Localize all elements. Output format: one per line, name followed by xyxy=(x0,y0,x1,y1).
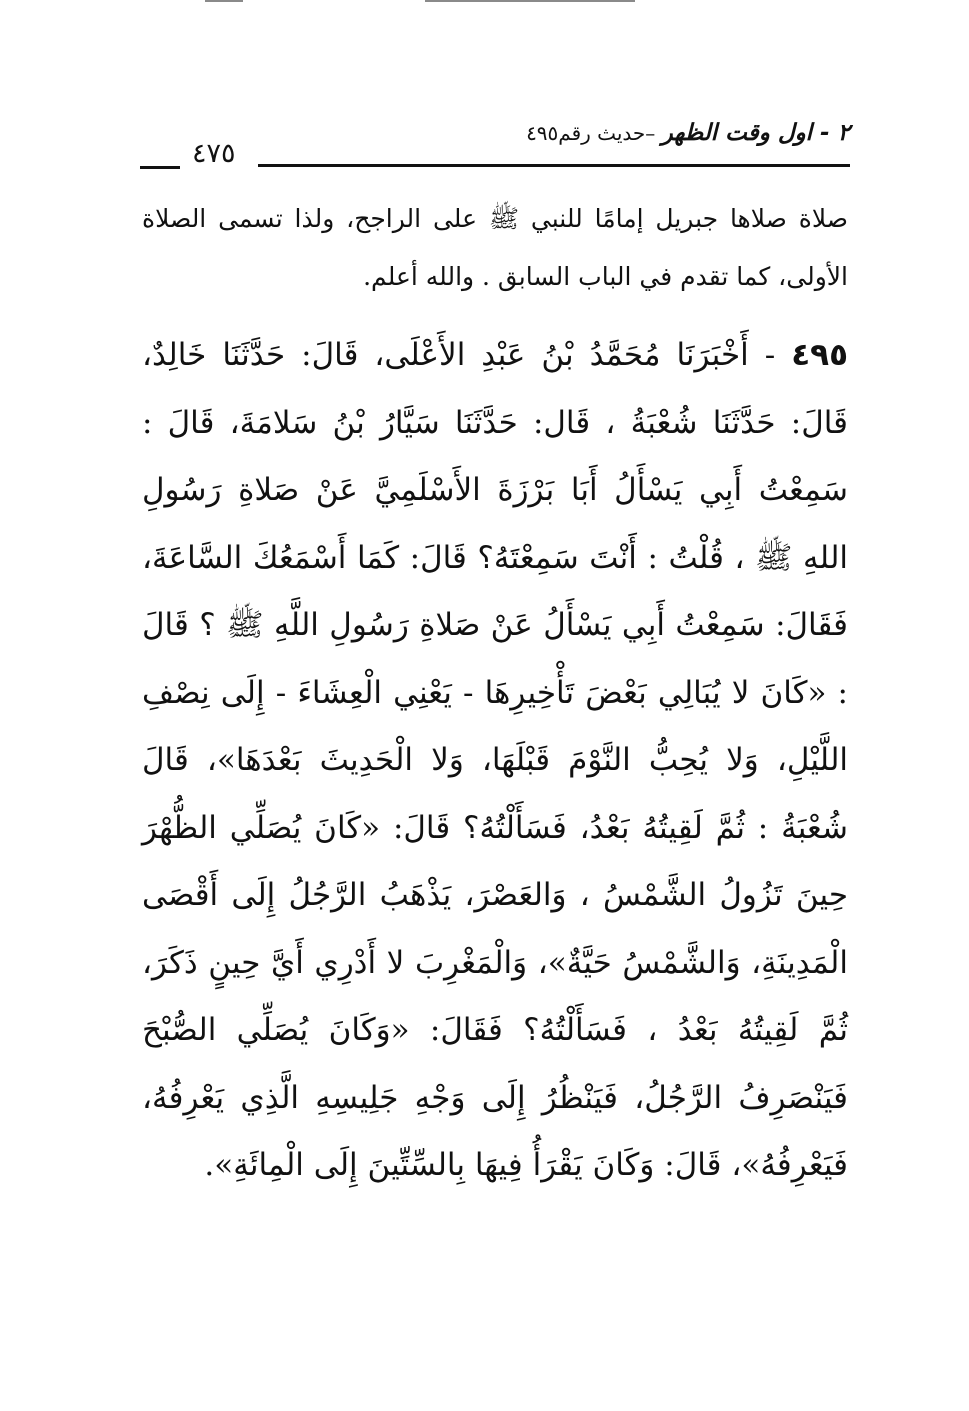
header-rule-long xyxy=(258,164,850,167)
header-title xyxy=(526,118,850,146)
scan-edge-mark xyxy=(205,0,243,2)
chapter-title: ٢ - اول وقت الظهر xyxy=(661,120,850,146)
hadith-paragraph xyxy=(142,322,848,1200)
scan-edge-mark xyxy=(425,0,635,2)
hadith-separator: - xyxy=(748,337,792,373)
hadith-number: ٤٩٥ xyxy=(791,337,848,373)
header-rule-short xyxy=(140,166,180,169)
page-number: ٤٧٥ xyxy=(192,138,236,169)
running-header xyxy=(140,118,850,176)
hadith-reference: –حديث رقم٤٩٥ xyxy=(526,121,662,145)
hadith-text: أَخْبَرَنَا مُحَمَّدُ بْنُ عَبْدِ الأَعْلَى، قَالَ: حَدَّثَنَا خَالِدٌ، قَالَ: حَدَّثَنَا شُعْبَةُ ، قَال: حَدَّثَنَا سَيَّارُ بْنُ سَلامَةَ، قَالَ : سَمِعْتُ أَبِي يَسْأَلُ أَبَا بَرْزَةَ الأَسْلَمِيَّ عَنْ صَلاةِ رَسُولِ اللهِ ﷺ ، قُلْتُ : أَنْتَ سَمِعْتَهُ؟ قَالَ: كَمَا أَسْمَعُكَ السَّاعَةَ، فَقَالَ: سَمِعْتُ أَبِي يَسْأَلُ عَنْ صَلاةِ رَسُولِ اللَّهِ ﷺ ؟ قَالَ : «كَانَ لا يُبَالِي بَعْضَ تَأْخِيرِهَا - يَعْنِي الْعِشَاءَ - إِلَى نِصْفِ اللَّيْلِ، وَلا يُحِبُّ النَّوْمَ قَبْلَهَا، وَلا الْحَدِيثَ بَعْدَهَا»، قَالَ شُعْبَةُ : ثُمَّ لَقِيتُهُ بَعْدُ، فَسَأَلْتُهُ؟ قَالَ: «كَانَ يُصَلِّي الظُّهْرَ حِينَ تَزُولُ الشَّمْسُ ، وَالعَصْرَ، يَذْهَبُ الرَّجُلُ إِلَى أَقْصَى الْمَدِينَةِ، وَالشَّمْسُ حَيَّةٌ»، وَالْمَغْرِبَ لا أَدْرِي أَيَّ حِينٍ ذَكَرَ، ثُمَّ لَقِيتُهُ بَعْدُ ، فَسَأَلْتُهُ؟ فَقَالَ: «وَكَانَ يُصَلِّي الصُّبْحَ فَيَنْصَرِفُ الرَّجُلُ، فَيَنْظُرُ إِلَى وَجْهِ جَلِيسِهِ الَّذِي يَعْرِفُهُ، فَيَعْرِفُهُ»، قَالَ: وَكَانَ يَقْرَأُ فِيهَا بِالسِّتِّينَ إِلَى الْمِائَةِ». xyxy=(142,337,848,1183)
intro-paragraph: صلاة صلاها جبريل إمامًا للنبي ﷺ على الراجح، ولذا تسمى الصلاة الأولى، كما تقدم في الباب السابق . والله أعلم. xyxy=(142,204,848,291)
